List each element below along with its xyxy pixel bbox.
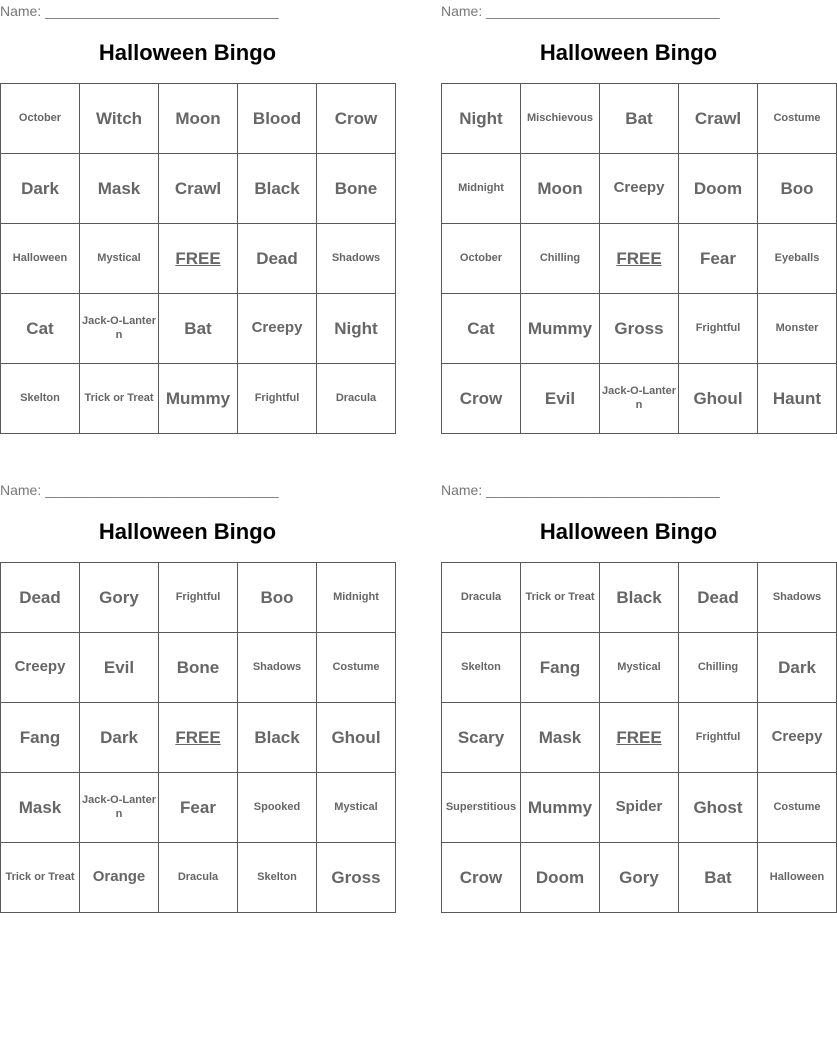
bingo-cell[interactable]: Scary — [442, 703, 521, 773]
bingo-cell[interactable]: Moon — [159, 84, 238, 154]
bingo-cell[interactable]: Shadows — [758, 563, 837, 633]
bingo-cell[interactable]: Mischievous — [521, 84, 600, 154]
bingo-cell[interactable]: Crawl — [679, 84, 758, 154]
bingo-cell[interactable]: Dracula — [159, 843, 238, 913]
bingo-row — [1, 773, 396, 843]
bingo-grid — [441, 83, 837, 434]
bingo-row — [442, 843, 837, 913]
bingo-cell[interactable]: Trick or Treat — [80, 364, 159, 434]
bingo-cell[interactable]: Jack-O-Lantern — [600, 364, 679, 434]
bingo-cell[interactable]: Mummy — [521, 294, 600, 364]
bingo-cell[interactable]: Midnight — [442, 154, 521, 224]
bingo-cell[interactable]: Gory — [600, 843, 679, 913]
bingo-cell[interactable]: Cat — [1, 294, 80, 364]
card-title: Halloween Bingo — [98, 40, 277, 65]
bingo-cell[interactable]: Doom — [521, 843, 600, 913]
bingo-cell[interactable]: Fear — [679, 224, 758, 294]
bingo-cell[interactable]: Mystical — [600, 633, 679, 703]
bingo-cell[interactable]: Eyeballs — [758, 224, 837, 294]
bingo-cell[interactable]: Dracula — [317, 364, 396, 434]
bingo-cell[interactable]: Skelton — [442, 633, 521, 703]
bingo-cell[interactable]: Creepy — [1, 633, 80, 703]
bingo-cell[interactable]: Doom — [679, 154, 758, 224]
bingo-cell[interactable]: Skelton — [238, 843, 317, 913]
bingo-cell[interactable]: Jack-O-Lantern — [80, 773, 159, 843]
bingo-cell[interactable]: Bat — [159, 294, 238, 364]
bingo-cell[interactable]: Black — [238, 154, 317, 224]
name-field[interactable]: Name: ______________________________ — [0, 3, 279, 19]
bingo-row — [442, 703, 837, 773]
bingo-cell[interactable]: Fang — [521, 633, 600, 703]
bingo-cell[interactable]: Mask — [80, 154, 159, 224]
bingo-cell[interactable]: Black — [600, 563, 679, 633]
bingo-row — [442, 563, 837, 633]
bingo-cell[interactable]: Crow — [442, 364, 521, 434]
bingo-cell[interactable]: Mystical — [80, 224, 159, 294]
bingo-cell[interactable]: Bone — [159, 633, 238, 703]
bingo-cell[interactable]: Blood — [238, 84, 317, 154]
bingo-cell[interactable]: Creepy — [758, 703, 837, 773]
bingo-row — [1, 703, 396, 773]
bingo-row — [442, 294, 837, 364]
bingo-cell[interactable]: Moon — [521, 154, 600, 224]
bingo-row — [1, 563, 396, 633]
bingo-cell[interactable]: Dark — [80, 703, 159, 773]
bingo-row — [442, 364, 837, 434]
bingo-row — [442, 224, 837, 294]
bingo-cell[interactable]: Chilling — [521, 224, 600, 294]
bingo-cell[interactable]: Chilling — [679, 633, 758, 703]
bingo-cell[interactable]: Black — [238, 703, 317, 773]
bingo-cell[interactable]: Dracula — [442, 563, 521, 633]
bingo-cell[interactable]: Dead — [238, 224, 317, 294]
bingo-cell[interactable]: Gross — [600, 294, 679, 364]
bingo-row — [442, 773, 837, 843]
bingo-cell[interactable]: Bat — [679, 843, 758, 913]
bingo-cell[interactable]: Skelton — [1, 364, 80, 434]
free-space-cell[interactable]: FREE — [159, 703, 238, 773]
bingo-row — [1, 84, 396, 154]
bingo-cell[interactable]: Crow — [317, 84, 396, 154]
bingo-cell[interactable]: Mummy — [521, 773, 600, 843]
bingo-cell[interactable]: Jack-O-Lantern — [80, 294, 159, 364]
bingo-cell[interactable]: Crawl — [159, 154, 238, 224]
bingo-cell[interactable]: Bat — [600, 84, 679, 154]
bingo-row — [1, 224, 396, 294]
bingo-cell[interactable]: Fear — [159, 773, 238, 843]
bingo-cell[interactable]: Dead — [679, 563, 758, 633]
free-space-cell[interactable]: FREE — [159, 224, 238, 294]
bingo-cell[interactable]: Witch — [80, 84, 159, 154]
bingo-grid — [0, 562, 396, 913]
bingo-cell[interactable]: Trick or Treat — [1, 843, 80, 913]
bingo-cell[interactable]: Shadows — [238, 633, 317, 703]
bingo-row — [442, 633, 837, 703]
bingo-row — [442, 84, 837, 154]
bingo-cell[interactable]: Gross — [317, 843, 396, 913]
name-field[interactable]: Name: ______________________________ — [441, 482, 720, 498]
free-space-cell[interactable]: FREE — [600, 703, 679, 773]
bingo-row — [1, 843, 396, 913]
bingo-row — [1, 294, 396, 364]
bingo-cell[interactable]: Evil — [80, 633, 159, 703]
bingo-cell[interactable]: Dark — [1, 154, 80, 224]
bingo-cell[interactable]: Ghost — [679, 773, 758, 843]
bingo-cell[interactable]: Trick or Treat — [521, 563, 600, 633]
bingo-cell[interactable]: Halloween — [758, 843, 837, 913]
card-title: Halloween Bingo — [539, 519, 718, 544]
bingo-cell[interactable]: October — [1, 84, 80, 154]
bingo-row — [1, 154, 396, 224]
bingo-cell[interactable]: Dark — [758, 633, 837, 703]
bingo-cell[interactable]: October — [442, 224, 521, 294]
card-title: Halloween Bingo — [98, 519, 277, 544]
bingo-grid — [0, 83, 396, 434]
bingo-cell[interactable]: Night — [442, 84, 521, 154]
bingo-cell[interactable]: Costume — [758, 773, 837, 843]
bingo-cell[interactable]: Orange — [80, 843, 159, 913]
bingo-cell[interactable]: Monster — [758, 294, 837, 364]
bingo-cell[interactable]: Cat — [442, 294, 521, 364]
bingo-cell[interactable]: Mask — [521, 703, 600, 773]
bingo-cell[interactable]: Boo — [758, 154, 837, 224]
bingo-cell[interactable]: Shadows — [317, 224, 396, 294]
free-space-cell[interactable]: FREE — [600, 224, 679, 294]
bingo-grid — [441, 562, 837, 913]
bingo-row — [1, 364, 396, 434]
bingo-cell[interactable]: Superstitious — [442, 773, 521, 843]
card-title: Halloween Bingo — [539, 40, 718, 65]
bingo-cell[interactable]: Ghoul — [679, 364, 758, 434]
bingo-cell[interactable]: Frightful — [238, 364, 317, 434]
bingo-cell[interactable]: Boo — [238, 563, 317, 633]
bingo-cell[interactable]: Haunt — [758, 364, 837, 434]
bingo-cell[interactable]: Creepy — [600, 154, 679, 224]
bingo-cell[interactable]: Night — [317, 294, 396, 364]
bingo-cell[interactable]: Costume — [758, 84, 837, 154]
bingo-cell[interactable]: Halloween — [1, 224, 80, 294]
bingo-cell[interactable]: Mask — [1, 773, 80, 843]
bingo-cell[interactable]: Crow — [442, 843, 521, 913]
bingo-cell[interactable]: Creepy — [238, 294, 317, 364]
bingo-cell[interactable]: Costume — [317, 633, 396, 703]
bingo-cell[interactable]: Frightful — [679, 294, 758, 364]
bingo-cell[interactable]: Mummy — [159, 364, 238, 434]
bingo-cell[interactable]: Ghoul — [317, 703, 396, 773]
bingo-cell[interactable]: Spider — [600, 773, 679, 843]
bingo-cell[interactable]: Spooked — [238, 773, 317, 843]
name-field[interactable]: Name: ______________________________ — [441, 3, 720, 19]
bingo-cell[interactable]: Fang — [1, 703, 80, 773]
bingo-row — [442, 154, 837, 224]
bingo-cell[interactable]: Frightful — [679, 703, 758, 773]
bingo-cell[interactable]: Gory — [80, 563, 159, 633]
bingo-cell[interactable]: Mystical — [317, 773, 396, 843]
bingo-cell[interactable]: Dead — [1, 563, 80, 633]
name-field[interactable]: Name: ______________________________ — [0, 482, 279, 498]
bingo-cell[interactable]: Midnight — [317, 563, 396, 633]
bingo-cell[interactable]: Frightful — [159, 563, 238, 633]
bingo-row — [1, 633, 396, 703]
bingo-cell[interactable]: Evil — [521, 364, 600, 434]
bingo-cell[interactable]: Bone — [317, 154, 396, 224]
